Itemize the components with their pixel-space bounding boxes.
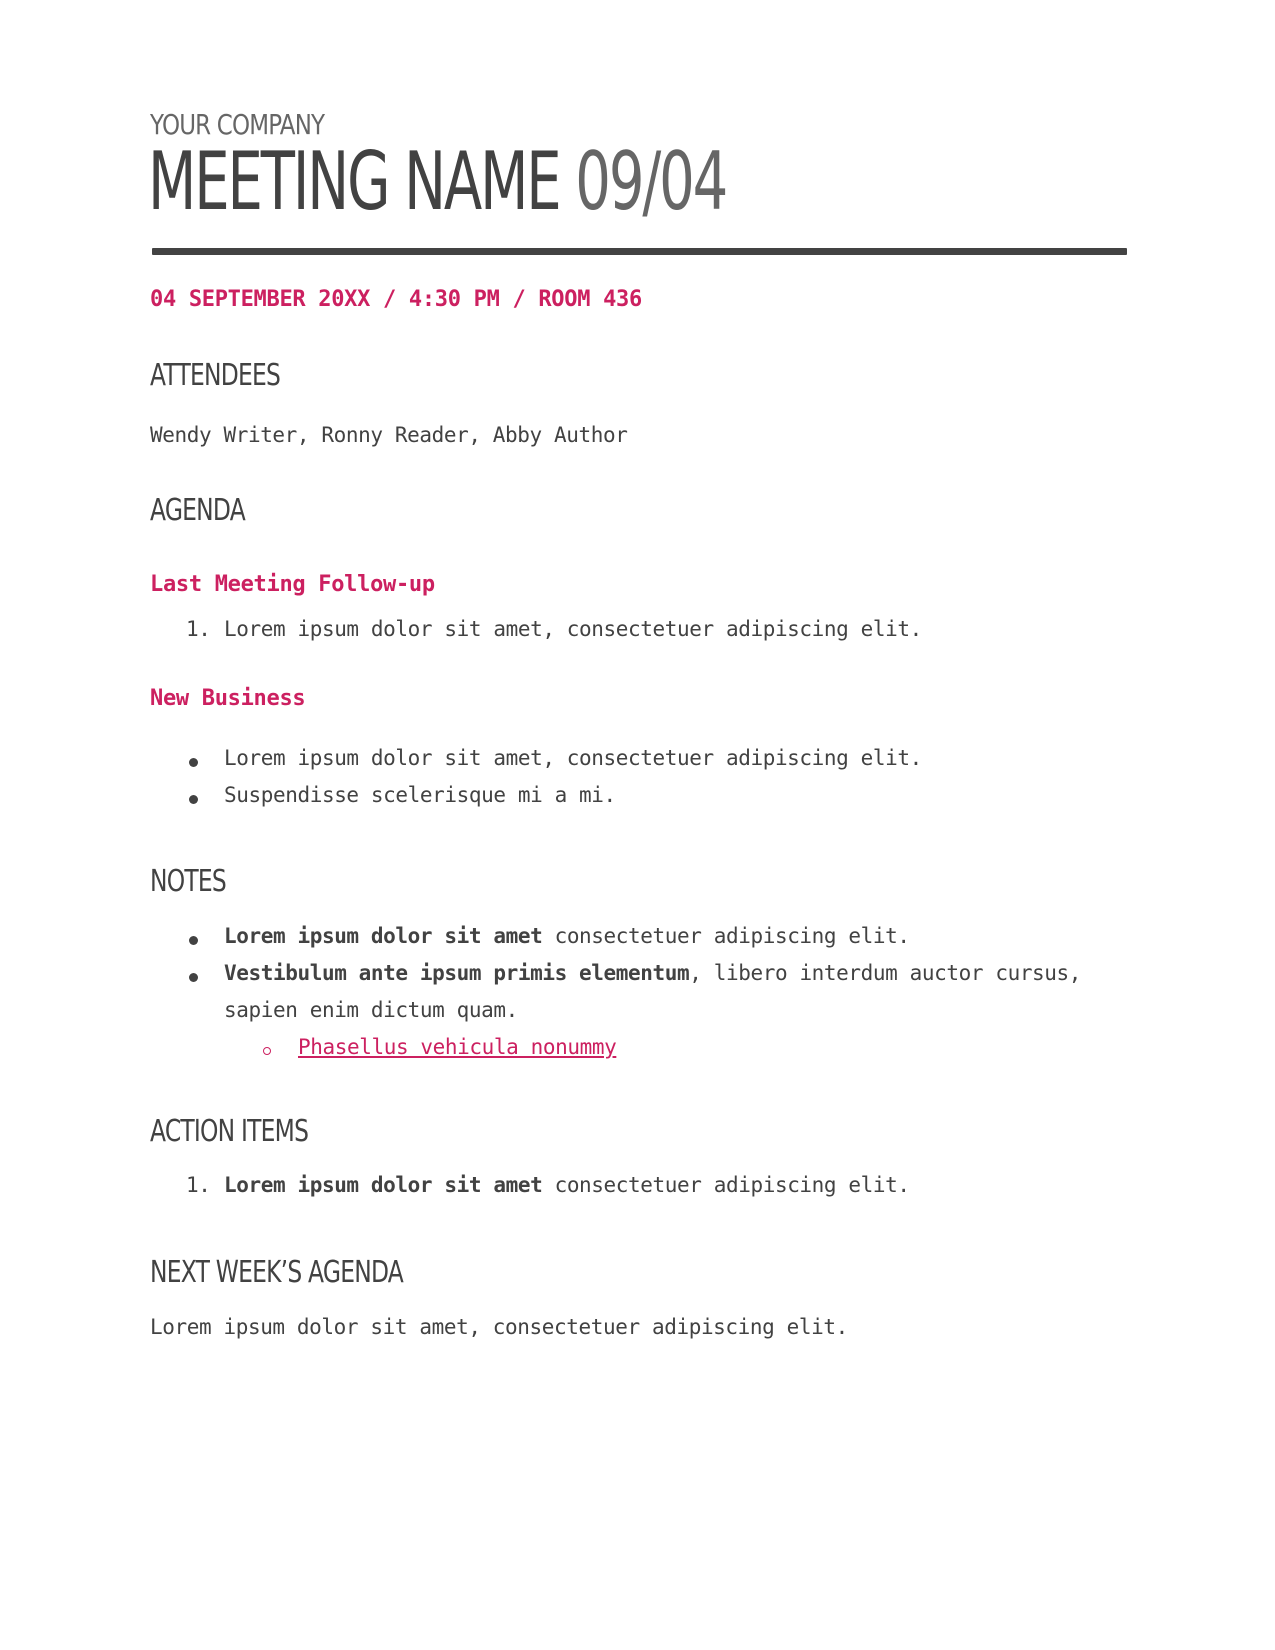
note-bold-text: Vestibulum ante ipsum primis elementum <box>224 961 690 985</box>
next-week-text: Lorem ipsum dolor sit amet, consectetuer adipiscing elit. <box>150 1315 848 1339</box>
action-text: consectetuer adipiscing elit. <box>542 1173 910 1197</box>
notes-heading: NOTES <box>150 864 226 899</box>
bullet-icon <box>189 936 198 945</box>
list-item: Suspendisse scelerisque mi a mi. <box>224 783 616 807</box>
list-item-continuation: sapien enim dictum quam. <box>224 998 518 1022</box>
next-week-heading: NEXT WEEK’S AGENDA <box>150 1255 404 1290</box>
note-bold-text: Lorem ipsum dolor sit amet <box>224 924 543 948</box>
list-item-number: 1. <box>186 617 211 641</box>
meeting-date: 09/04 <box>575 135 727 228</box>
list-item <box>224 1173 910 1197</box>
agenda-heading: AGENDA <box>150 493 245 528</box>
notes-link[interactable]: Phasellus vehicula nonummy <box>298 1035 617 1059</box>
attendees-heading: ATTENDEES <box>150 358 281 393</box>
attendees-text: Wendy Writer, Ronny Reader, Abby Author <box>150 423 628 447</box>
agenda-section-title: Last Meeting Follow-up <box>150 572 435 597</box>
title-divider <box>152 248 1127 255</box>
list-item: Lorem ipsum dolor sit amet, consectetuer adipiscing elit. <box>224 746 922 770</box>
action-items-heading: ACTION ITEMS <box>150 1114 309 1149</box>
sub-bullet-icon <box>263 1047 271 1055</box>
company-name: YOUR COMPANY <box>150 108 325 141</box>
note-text: consectetuer adipiscing elit. <box>542 924 910 948</box>
list-item: Lorem ipsum dolor sit amet, consectetuer adipiscing elit. <box>224 617 922 641</box>
list-item-number: 1. <box>186 1173 211 1197</box>
note-text: , libero interdum auctor cursus, <box>689 961 1082 985</box>
meeting-name: MEETING NAME <box>148 135 560 228</box>
list-item <box>224 924 910 948</box>
bullet-icon <box>189 795 198 804</box>
agenda-section-title: New Business <box>150 686 306 711</box>
page-title <box>148 135 727 228</box>
meeting-meta: 04 SEPTEMBER 20XX / 4:30 PM / ROOM 436 <box>150 287 642 312</box>
list-item <box>224 961 1081 985</box>
bullet-icon <box>189 758 198 767</box>
action-bold-text: Lorem ipsum dolor sit amet <box>224 1173 543 1197</box>
bullet-icon <box>189 973 198 982</box>
